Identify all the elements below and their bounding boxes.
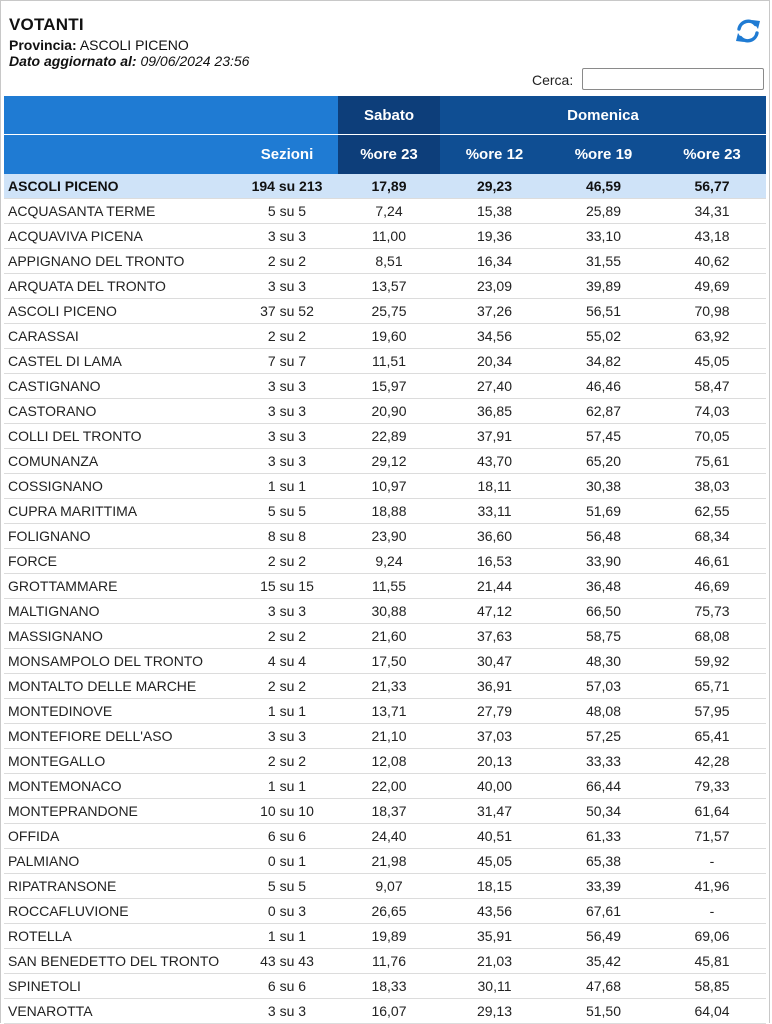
cell-sabato-ore-23: 11,00 xyxy=(338,224,440,249)
cell-domenica-ore-23: - xyxy=(658,899,766,924)
cell-comune-name: MONTEDINOVE xyxy=(4,699,236,724)
cell-domenica-ore-19: 39,89 xyxy=(549,274,658,299)
cell-sezioni: 3 su 3 xyxy=(236,599,338,624)
cell-comune-name: FOLIGNANO xyxy=(4,524,236,549)
cell-domenica-ore-23: 46,69 xyxy=(658,574,766,599)
cell-sabato-ore-23: 21,98 xyxy=(338,849,440,874)
cell-domenica-ore-23: 62,55 xyxy=(658,499,766,524)
cell-domenica-ore-23: 70,98 xyxy=(658,299,766,324)
page-title: VOTANTI xyxy=(9,15,84,34)
table-row xyxy=(4,749,766,774)
total-domenica-ore-19: 46,59 xyxy=(549,174,658,199)
cell-domenica-ore-12: 23,09 xyxy=(440,274,549,299)
cell-sabato-ore-23: 12,08 xyxy=(338,749,440,774)
column-header-sabato-ore-23[interactable]: %ore 23 xyxy=(338,135,440,175)
cell-domenica-ore-19: 51,50 xyxy=(549,999,658,1024)
cell-sezioni: 0 su 3 xyxy=(236,899,338,924)
cell-domenica-ore-23: - xyxy=(658,849,766,874)
provincia-line xyxy=(9,37,189,53)
cell-domenica-ore-12: 27,40 xyxy=(440,374,549,399)
cell-comune-name: GROTTAMMARE xyxy=(4,574,236,599)
cell-domenica-ore-12: 40,51 xyxy=(440,824,549,849)
cell-sezioni: 3 su 3 xyxy=(236,399,338,424)
cell-domenica-ore-12: 21,03 xyxy=(440,949,549,974)
cell-domenica-ore-12: 45,05 xyxy=(440,849,549,874)
cell-domenica-ore-12: 43,56 xyxy=(440,899,549,924)
table-row xyxy=(4,399,766,424)
table-row xyxy=(4,774,766,799)
total-name: ASCOLI PICENO xyxy=(4,174,236,199)
cell-domenica-ore-12: 16,53 xyxy=(440,549,549,574)
cell-domenica-ore-19: 62,87 xyxy=(549,399,658,424)
cell-domenica-ore-23: 61,64 xyxy=(658,799,766,824)
cell-domenica-ore-19: 48,08 xyxy=(549,699,658,724)
table-row xyxy=(4,474,766,499)
table-row xyxy=(4,724,766,749)
cell-domenica-ore-23: 59,92 xyxy=(658,649,766,674)
cell-sabato-ore-23: 9,24 xyxy=(338,549,440,574)
cell-sabato-ore-23: 21,10 xyxy=(338,724,440,749)
column-header-domenica-ore-19[interactable]: %ore 19 xyxy=(549,135,658,175)
cell-sabato-ore-23: 21,33 xyxy=(338,674,440,699)
cell-sabato-ore-23: 13,57 xyxy=(338,274,440,299)
cell-domenica-ore-23: 46,61 xyxy=(658,549,766,574)
cell-sabato-ore-23: 11,51 xyxy=(338,349,440,374)
cell-sezioni: 6 su 6 xyxy=(236,974,338,999)
cell-domenica-ore-23: 58,47 xyxy=(658,374,766,399)
cell-domenica-ore-19: 34,82 xyxy=(549,349,658,374)
cell-domenica-ore-12: 18,11 xyxy=(440,474,549,499)
cell-domenica-ore-19: 33,90 xyxy=(549,549,658,574)
cell-domenica-ore-19: 33,39 xyxy=(549,874,658,899)
cell-comune-name: OFFIDA xyxy=(4,824,236,849)
table-row xyxy=(4,649,766,674)
table-row xyxy=(4,224,766,249)
cell-comune-name: ARQUATA DEL TRONTO xyxy=(4,274,236,299)
cell-domenica-ore-12: 47,12 xyxy=(440,599,549,624)
updated-label: Dato aggiornato al: xyxy=(9,53,137,69)
cell-sezioni: 1 su 1 xyxy=(236,924,338,949)
table-row xyxy=(4,524,766,549)
table-row xyxy=(4,799,766,824)
cell-sezioni: 3 su 3 xyxy=(236,274,338,299)
cell-comune-name: CASTEL DI LAMA xyxy=(4,349,236,374)
cell-sezioni: 5 su 5 xyxy=(236,874,338,899)
cell-sabato-ore-23: 11,55 xyxy=(338,574,440,599)
cell-domenica-ore-19: 35,42 xyxy=(549,949,658,974)
cell-domenica-ore-19: 67,61 xyxy=(549,899,658,924)
cell-domenica-ore-19: 66,50 xyxy=(549,599,658,624)
group-header-domenica: Domenica xyxy=(440,96,766,135)
updated-line xyxy=(9,53,249,69)
table-row xyxy=(4,899,766,924)
cell-domenica-ore-12: 35,91 xyxy=(440,924,549,949)
table-row xyxy=(4,249,766,274)
table-row xyxy=(4,324,766,349)
cell-sabato-ore-23: 19,89 xyxy=(338,924,440,949)
cell-domenica-ore-19: 31,55 xyxy=(549,249,658,274)
provincia-value: ASCOLI PICENO xyxy=(79,37,189,53)
cell-domenica-ore-12: 15,38 xyxy=(440,199,549,224)
cell-domenica-ore-12: 37,26 xyxy=(440,299,549,324)
cell-sezioni: 1 su 1 xyxy=(236,699,338,724)
cell-comune-name: ACQUAVIVA PICENA xyxy=(4,224,236,249)
cell-domenica-ore-19: 65,20 xyxy=(549,449,658,474)
table-row xyxy=(4,599,766,624)
cell-domenica-ore-23: 75,73 xyxy=(658,599,766,624)
cell-domenica-ore-12: 20,13 xyxy=(440,749,549,774)
cell-domenica-ore-12: 36,60 xyxy=(440,524,549,549)
table-row xyxy=(4,699,766,724)
cell-domenica-ore-23: 65,41 xyxy=(658,724,766,749)
cell-domenica-ore-12: 30,47 xyxy=(440,649,549,674)
cell-sezioni: 1 su 1 xyxy=(236,474,338,499)
cell-comune-name: MASSIGNANO xyxy=(4,624,236,649)
cell-domenica-ore-19: 48,30 xyxy=(549,649,658,674)
cell-domenica-ore-23: 70,05 xyxy=(658,424,766,449)
table-row xyxy=(4,949,766,974)
cell-sezioni: 10 su 10 xyxy=(236,799,338,824)
table-row xyxy=(4,374,766,399)
cell-comune-name: ROCCAFLUVIONE xyxy=(4,899,236,924)
cell-comune-name: CASTORANO xyxy=(4,399,236,424)
cell-comune-name: FORCE xyxy=(4,549,236,574)
cell-domenica-ore-12: 40,00 xyxy=(440,774,549,799)
cell-sezioni: 5 su 5 xyxy=(236,199,338,224)
cell-comune-name: COSSIGNANO xyxy=(4,474,236,499)
cell-sabato-ore-23: 19,60 xyxy=(338,324,440,349)
cell-sabato-ore-23: 18,88 xyxy=(338,499,440,524)
cell-sabato-ore-23: 16,07 xyxy=(338,999,440,1024)
cell-comune-name: PALMIANO xyxy=(4,849,236,874)
cell-domenica-ore-19: 55,02 xyxy=(549,324,658,349)
column-header-comune[interactable] xyxy=(4,135,236,175)
cell-sabato-ore-23: 25,75 xyxy=(338,299,440,324)
total-domenica-ore-12: 29,23 xyxy=(440,174,549,199)
cell-domenica-ore-19: 57,25 xyxy=(549,724,658,749)
table-row xyxy=(4,974,766,999)
table-row xyxy=(4,499,766,524)
cell-comune-name: CARASSAI xyxy=(4,324,236,349)
cell-comune-name: SPINETOLI xyxy=(4,974,236,999)
cell-domenica-ore-23: 40,62 xyxy=(658,249,766,274)
cell-domenica-ore-19: 66,44 xyxy=(549,774,658,799)
cell-domenica-ore-19: 56,51 xyxy=(549,299,658,324)
cell-sabato-ore-23: 29,12 xyxy=(338,449,440,474)
cell-domenica-ore-12: 30,11 xyxy=(440,974,549,999)
cell-sabato-ore-23: 23,90 xyxy=(338,524,440,549)
cell-sabato-ore-23: 15,97 xyxy=(338,374,440,399)
cell-domenica-ore-23: 43,18 xyxy=(658,224,766,249)
table-row xyxy=(4,874,766,899)
cell-domenica-ore-12: 18,15 xyxy=(440,874,549,899)
cell-comune-name: COLLI DEL TRONTO xyxy=(4,424,236,449)
cell-sezioni: 1 su 1 xyxy=(236,774,338,799)
cell-domenica-ore-23: 68,08 xyxy=(658,624,766,649)
cell-sabato-ore-23: 22,00 xyxy=(338,774,440,799)
cell-sabato-ore-23: 26,65 xyxy=(338,899,440,924)
refresh-icon[interactable] xyxy=(734,17,762,45)
cell-domenica-ore-19: 36,48 xyxy=(549,574,658,599)
cell-domenica-ore-19: 50,34 xyxy=(549,799,658,824)
total-sezioni: 194 su 213 xyxy=(236,174,338,199)
cell-domenica-ore-23: 71,57 xyxy=(658,824,766,849)
cell-sezioni: 2 su 2 xyxy=(236,749,338,774)
cell-sezioni: 2 su 2 xyxy=(236,249,338,274)
cell-sabato-ore-23: 24,40 xyxy=(338,824,440,849)
cell-sabato-ore-23: 30,88 xyxy=(338,599,440,624)
table-row xyxy=(4,574,766,599)
cell-domenica-ore-19: 46,46 xyxy=(549,374,658,399)
cell-domenica-ore-12: 37,03 xyxy=(440,724,549,749)
cell-sezioni: 3 su 3 xyxy=(236,724,338,749)
cell-domenica-ore-12: 34,56 xyxy=(440,324,549,349)
search-label: Cerca: xyxy=(532,72,574,88)
cell-sezioni: 3 su 3 xyxy=(236,449,338,474)
cell-comune-name: MONTEFIORE DELL'ASO xyxy=(4,724,236,749)
cell-domenica-ore-23: 75,61 xyxy=(658,449,766,474)
table-row xyxy=(4,274,766,299)
table-row xyxy=(4,624,766,649)
cell-comune-name: APPIGNANO DEL TRONTO xyxy=(4,249,236,274)
cell-sezioni: 15 su 15 xyxy=(236,574,338,599)
total-sabato-ore-23: 17,89 xyxy=(338,174,440,199)
cell-sezioni: 0 su 1 xyxy=(236,849,338,874)
cell-comune-name: RIPATRANSONE xyxy=(4,874,236,899)
table-row xyxy=(4,674,766,699)
cell-domenica-ore-23: 63,92 xyxy=(658,324,766,349)
cell-domenica-ore-19: 57,03 xyxy=(549,674,658,699)
cell-domenica-ore-23: 58,85 xyxy=(658,974,766,999)
cell-sezioni: 7 su 7 xyxy=(236,349,338,374)
cell-domenica-ore-12: 21,44 xyxy=(440,574,549,599)
cell-domenica-ore-19: 56,49 xyxy=(549,924,658,949)
cell-sabato-ore-23: 18,37 xyxy=(338,799,440,824)
cell-domenica-ore-19: 57,45 xyxy=(549,424,658,449)
cell-domenica-ore-12: 36,85 xyxy=(440,399,549,424)
cell-sezioni: 2 su 2 xyxy=(236,324,338,349)
cell-domenica-ore-12: 36,91 xyxy=(440,674,549,699)
cell-domenica-ore-23: 64,04 xyxy=(658,999,766,1024)
cell-domenica-ore-19: 61,33 xyxy=(549,824,658,849)
cell-domenica-ore-19: 30,38 xyxy=(549,474,658,499)
cell-domenica-ore-19: 56,48 xyxy=(549,524,658,549)
cell-domenica-ore-19: 25,89 xyxy=(549,199,658,224)
updated-value: 09/06/2024 23:56 xyxy=(140,53,250,69)
cell-comune-name: MONSAMPOLO DEL TRONTO xyxy=(4,649,236,674)
group-header-sabato: Sabato xyxy=(338,96,440,135)
cell-domenica-ore-12: 43,70 xyxy=(440,449,549,474)
cell-comune-name: MONTEGALLO xyxy=(4,749,236,774)
table-row xyxy=(4,299,766,324)
header-blank xyxy=(4,96,236,135)
cell-domenica-ore-12: 20,34 xyxy=(440,349,549,374)
cell-sezioni: 2 su 2 xyxy=(236,674,338,699)
cell-domenica-ore-19: 58,75 xyxy=(549,624,658,649)
cell-sabato-ore-23: 17,50 xyxy=(338,649,440,674)
cell-domenica-ore-23: 42,28 xyxy=(658,749,766,774)
header-blank-sezioni xyxy=(236,96,338,135)
cell-sezioni: 3 su 3 xyxy=(236,224,338,249)
table-row xyxy=(4,349,766,374)
column-header-domenica-ore-23[interactable]: %ore 23 xyxy=(658,135,766,175)
cell-domenica-ore-23: 45,81 xyxy=(658,949,766,974)
cell-sezioni: 3 su 3 xyxy=(236,374,338,399)
cell-domenica-ore-12: 27,79 xyxy=(440,699,549,724)
cell-domenica-ore-19: 51,69 xyxy=(549,499,658,524)
cell-domenica-ore-23: 34,31 xyxy=(658,199,766,224)
cell-sezioni: 2 su 2 xyxy=(236,549,338,574)
cell-domenica-ore-19: 33,10 xyxy=(549,224,658,249)
cell-domenica-ore-23: 68,34 xyxy=(658,524,766,549)
table-row xyxy=(4,849,766,874)
cell-domenica-ore-19: 33,33 xyxy=(549,749,658,774)
cell-comune-name: SAN BENEDETTO DEL TRONTO xyxy=(4,949,236,974)
cell-sabato-ore-23: 22,89 xyxy=(338,424,440,449)
cell-domenica-ore-23: 79,33 xyxy=(658,774,766,799)
table-row xyxy=(4,424,766,449)
cell-domenica-ore-12: 16,34 xyxy=(440,249,549,274)
cell-comune-name: MONTEPRANDONE xyxy=(4,799,236,824)
cell-comune-name: MONTALTO DELLE MARCHE xyxy=(4,674,236,699)
column-header-sezioni[interactable]: Sezioni xyxy=(236,135,338,175)
cell-sabato-ore-23: 10,97 xyxy=(338,474,440,499)
cell-sezioni: 37 su 52 xyxy=(236,299,338,324)
cell-domenica-ore-23: 65,71 xyxy=(658,674,766,699)
cell-sabato-ore-23: 13,71 xyxy=(338,699,440,724)
cell-sabato-ore-23: 7,24 xyxy=(338,199,440,224)
cell-comune-name: ROTELLA xyxy=(4,924,236,949)
cell-comune-name: MALTIGNANO xyxy=(4,599,236,624)
cell-domenica-ore-23: 45,05 xyxy=(658,349,766,374)
cell-comune-name: ACQUASANTA TERME xyxy=(4,199,236,224)
cell-sabato-ore-23: 8,51 xyxy=(338,249,440,274)
cell-sezioni: 4 su 4 xyxy=(236,649,338,674)
cell-sezioni: 3 su 3 xyxy=(236,424,338,449)
cell-domenica-ore-12: 29,13 xyxy=(440,999,549,1024)
table-row xyxy=(4,824,766,849)
cell-sabato-ore-23: 21,60 xyxy=(338,624,440,649)
cell-comune-name: VENAROTTA xyxy=(4,999,236,1024)
cell-sezioni: 6 su 6 xyxy=(236,824,338,849)
cell-sezioni: 2 su 2 xyxy=(236,624,338,649)
cell-comune-name: MONTEMONACO xyxy=(4,774,236,799)
cell-comune-name: CASTIGNANO xyxy=(4,374,236,399)
cell-domenica-ore-23: 69,06 xyxy=(658,924,766,949)
total-row xyxy=(4,174,766,199)
cell-comune-name: CUPRA MARITTIMA xyxy=(4,499,236,524)
table-row xyxy=(4,199,766,224)
cell-domenica-ore-12: 19,36 xyxy=(440,224,549,249)
column-header-domenica-ore-12[interactable]: %ore 12 xyxy=(440,135,549,175)
total-domenica-ore-23: 56,77 xyxy=(658,174,766,199)
cell-domenica-ore-12: 37,63 xyxy=(440,624,549,649)
cell-sabato-ore-23: 9,07 xyxy=(338,874,440,899)
cell-sabato-ore-23: 20,90 xyxy=(338,399,440,424)
cell-sabato-ore-23: 11,76 xyxy=(338,949,440,974)
table-row xyxy=(4,999,766,1024)
cell-comune-name: ASCOLI PICENO xyxy=(4,299,236,324)
cell-sezioni: 3 su 3 xyxy=(236,999,338,1024)
cell-domenica-ore-23: 41,96 xyxy=(658,874,766,899)
cell-domenica-ore-12: 33,11 xyxy=(440,499,549,524)
cell-domenica-ore-19: 65,38 xyxy=(549,849,658,874)
cell-sabato-ore-23: 18,33 xyxy=(338,974,440,999)
search-input[interactable] xyxy=(582,68,764,90)
cell-sezioni: 8 su 8 xyxy=(236,524,338,549)
cell-domenica-ore-12: 31,47 xyxy=(440,799,549,824)
cell-comune-name: COMUNANZA xyxy=(4,449,236,474)
cell-sezioni: 43 su 43 xyxy=(236,949,338,974)
votanti-table xyxy=(4,96,766,1024)
table-row xyxy=(4,549,766,574)
provincia-label: Provincia: xyxy=(9,37,77,53)
cell-domenica-ore-23: 49,69 xyxy=(658,274,766,299)
cell-sezioni: 5 su 5 xyxy=(236,499,338,524)
cell-domenica-ore-23: 57,95 xyxy=(658,699,766,724)
cell-domenica-ore-19: 47,68 xyxy=(549,974,658,999)
table-row xyxy=(4,449,766,474)
cell-domenica-ore-23: 74,03 xyxy=(658,399,766,424)
cell-domenica-ore-23: 38,03 xyxy=(658,474,766,499)
table-row xyxy=(4,924,766,949)
cell-domenica-ore-12: 37,91 xyxy=(440,424,549,449)
